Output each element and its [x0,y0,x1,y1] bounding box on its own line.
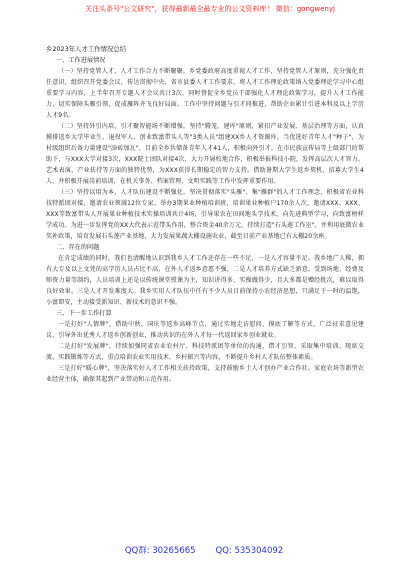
paragraph: 三是打好"暖心牌"，坚决落实好人才工作相关扶持政策，支持鼓励乡土人才创办产业合作社、家庭农场等新型农业经营主体，确保其起到产业带动和示范作用。 [46,365,364,383]
paragraph: 二是打好"发展牌"，持续加强同省农业农村厅、科技特派团等单位的沟通，借才引智，采取集中培训、现席交流、实践锻炼等方式，重点培训农业实用技术、乡村振兴等内容，不断提升乡村人才队伍整体素质。 [46,343,364,361]
paragraph: 一是打好"人情牌"，借助中秋、国庆等返乡高峰节点，通过实地走访慰问、摸底了解等方式，广泛征求意见建议，引导外出优秀人才返乡创新创业，推动共识的在外人才每一代返回家乡创业就业。 [46,321,364,339]
section-heading: 二、存在的问题 [56,244,100,251]
contact-footer [0,545,408,557]
paragraph: （三）坚持以用为本，人才队伍建设不断强化。坚决贯彻落实"头雁"、集"雁群"的人才工作理念，积极省农业科技特派团对接，邀请农业领域12位专家、举办3期果业种植培训班，培训果业种植户170余人次，邀请XXX、XXX、XXX等致富带头人开展果业种植技术实操培训共计4场，引导果农在田间地头学技术、向先进典型学习，向致富榜样学成功。为进一步发挥党的XX大代表示范带头作用，整合资金40余万元，持续打造"石头莲工作室"，并利用底微农业奖补政策，培育发展石头莲产业基地，大力发展果蔬大棚设施农业，截至目前产业基地已有大棚20余座。 [46,189,364,240]
paragraph: 在肯定成绩的同时，我们也清醒地认识到我乡人才工作还存在一些不足，一是人才容量不足。我乡地广人稀，拥有大专及以上文凭的高学历人员占比不高，在外人才返乡意愿不强，二是人才培养方式缺乏新意。受到场地、经费及师资力量等制约，人员培训上还是以传统课堂授课为主，知识讲得多、实操做得少，且大多都是赠经批次，难以取得良好效果。三是人才开发难度大。我乡实用人才队伍中任有不少人员目前保持小农经济思想，只满足于一时的温饱，小富即安，主动接受新知识、新技术的意识不强。 [46,255,364,306]
qq-group-label: QQ群: 30265665 [124,546,196,556]
document-body [46,44,364,385]
promo-banner: 关注头条号"公文研究"，获得最新最全最专业的公文资料库！ 微信：gongwenyj [85,5,335,13]
section-heading: 三、下一步工作打算 [56,310,112,317]
document-title: 乡2023年人才工作情况总结 [46,45,127,53]
paragraph: （一）坚持党管人才，人才工作合力不断聚聚。乡党委政府高度重视人才工作，坚持党管人才原则，充分强化责任意识，组织召开党委会议，传达贯彻中央、省市县委人才工作要求，将人才工作理论政策纳入党委理论学习中心组重要学习内容，上半年召开专题人才会议共计3次，同时督促全乡党员干部强化人才理论政策学习，提升人才工作能力，切实保障头雁引领，促成雁阵齐飞良好局面。工作中坚持问题与引才同推进，帮助企业累计引进本科及以上学历人才9名。 [46,68,364,119]
section-heading: 一、工作进展情况 [56,57,106,64]
paragraph: （二）坚持外引内培，引才聚智能场不断增强。坚持"腾笼、建库"原则，紧扣产业发展、基层治理等方面，认真摸排返乡大学毕业生、退役军人、创业致富带头人等"3类人员"组建XX乡人才资源库，当优选好青年人才"种子"，为村级组织后备力量建设"添砖加瓦"，目前全乡共储备青年人才41人，积极向外引才，在市民族宣传局等上级部门的帮助下，与XXX大学对接3次，XXX院士团队对接4次，大力开展校地合作，积极举报科技小院，发挥高层次人才智力、艺术表演、产业扶持等方面的独特优势，为XXX获得长期稳定的智力支持。借助暑期大学生返乡契机，招募大学生4人，并积极开展岗前培训，在机关事务、档案管理、文明实践等工作中发挥重要作用。 [46,123,364,185]
document-sections [46,55,364,385]
qq-label: QQ: 535304092 [215,546,284,556]
